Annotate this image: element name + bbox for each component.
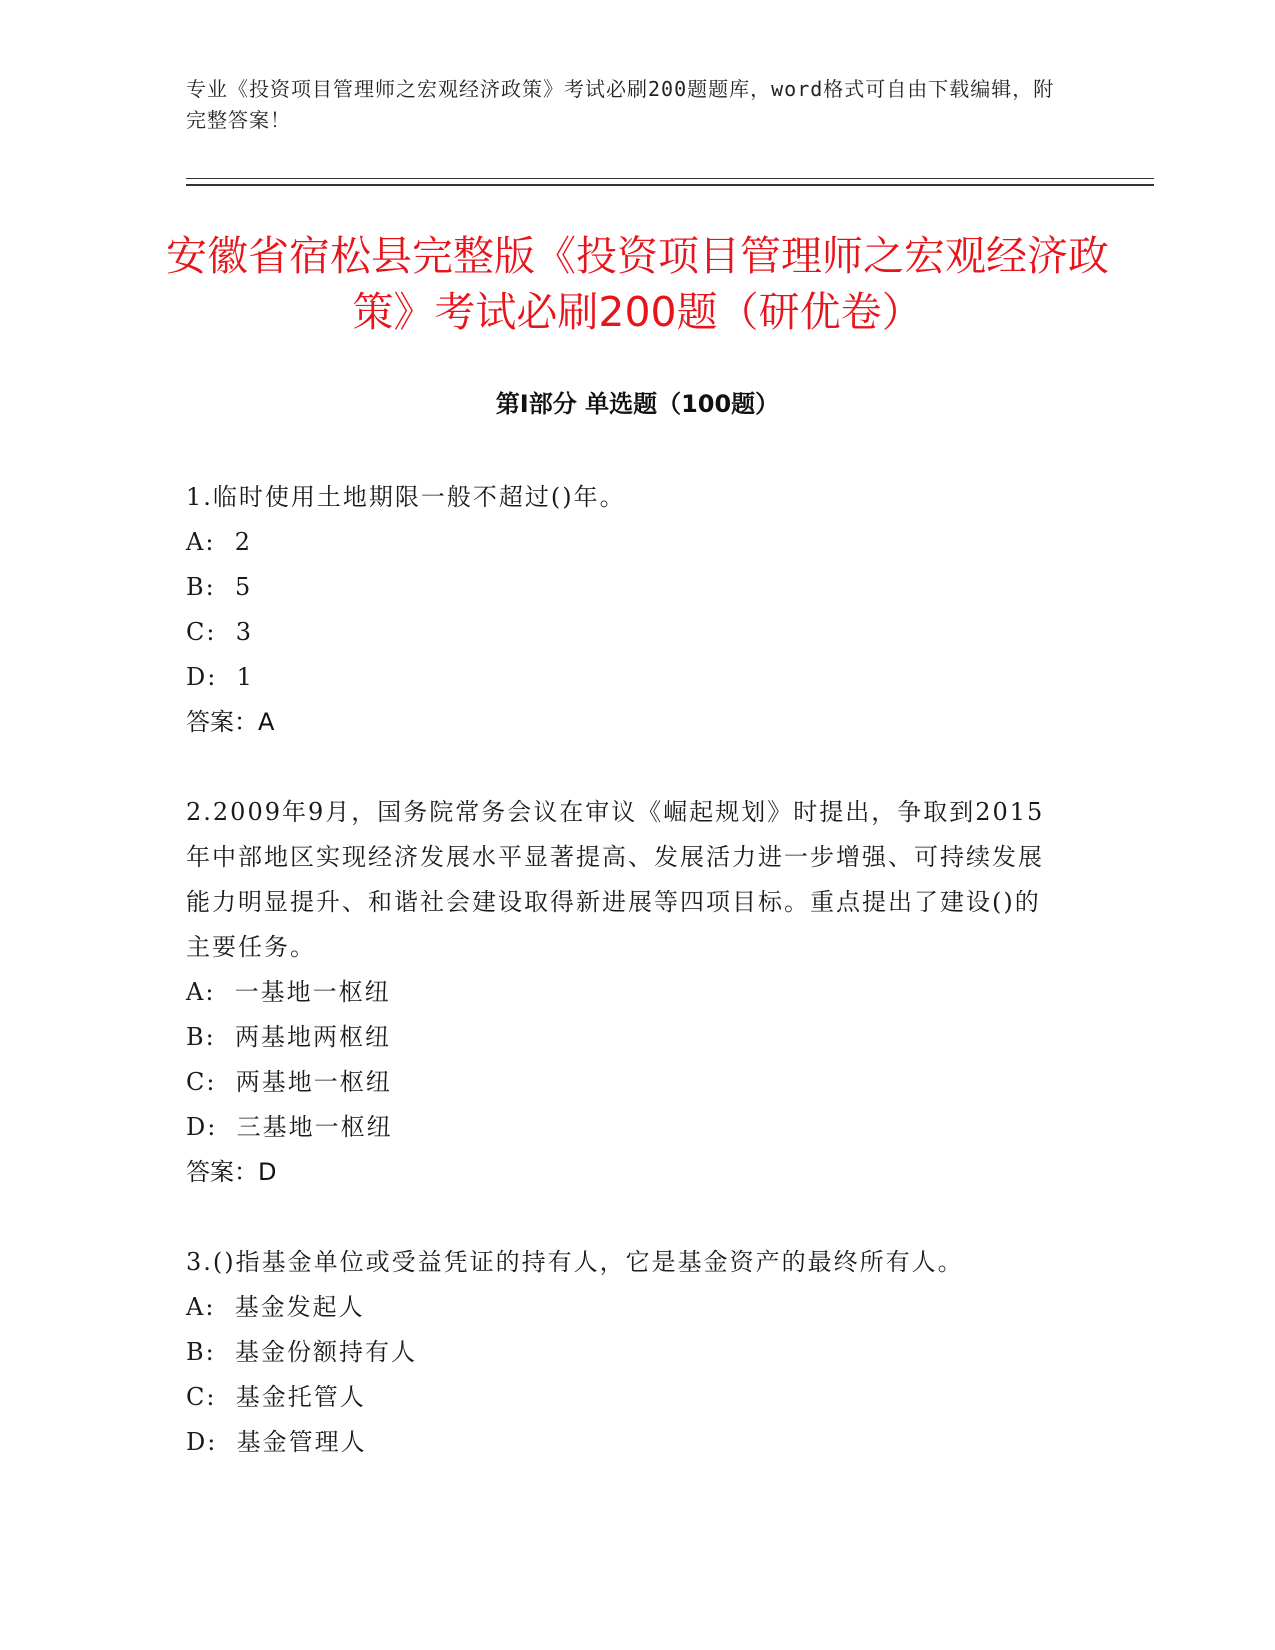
option-c: C: 基金托管人 (186, 1383, 366, 1411)
header-rule-thin (186, 178, 1154, 179)
option-label: A (186, 528, 206, 556)
question-item (186, 475, 1066, 745)
section-title: 第Ⅰ部分 单选题（100题） (495, 390, 780, 418)
question-item (186, 790, 1066, 1195)
question-answer: 答案：A (186, 708, 275, 736)
question-stem: 2.2009年9月，国务院常务会议在审议《崛起规划》时提出，争取到2015年中部地区实现经济发展水平显著提高、发展活力进一步增强、可持续发展能力明显提升、和谐社会建设取得新进展等四项目标。重点提出了建设()的主要任务。 (186, 798, 1045, 961)
option-label: C (186, 1383, 207, 1411)
question-item (186, 1240, 1066, 1465)
option-text: 一基地一枢纽 (234, 978, 391, 1006)
question-list (186, 475, 1066, 1510)
option-c: C: 3 (186, 618, 253, 646)
option-label: D (186, 1428, 208, 1456)
option-label: C (186, 618, 207, 646)
option-d: D: 基金管理人 (186, 1428, 367, 1456)
option-b: B: 5 (186, 573, 253, 601)
header-note: 专业《投资项目管理师之宏观经济政策》考试必刷200题题库，word格式可自由下载编辑，附完整答案！ (186, 77, 1055, 132)
question-stem: 1.临时使用土地期限一般不超过()年。 (186, 483, 626, 511)
option-text: 1 (236, 663, 254, 691)
option-b: B: 基金份额持有人 (186, 1338, 417, 1366)
option-b: B: 两基地两枢纽 (186, 1023, 391, 1051)
option-d: D: 三基地一枢纽 (186, 1113, 393, 1141)
option-label: B (186, 573, 206, 601)
option-label: A (186, 978, 206, 1006)
option-text: 两基地两枢纽 (234, 1023, 391, 1051)
option-text: 2 (234, 528, 252, 556)
option-text: 基金发起人 (234, 1293, 365, 1321)
option-text: 基金份额持有人 (234, 1338, 417, 1366)
option-label: A (186, 1293, 206, 1321)
document-title: 安徽省宿松县完整版《投资项目管理师之宏观经济政策》考试必刷200题（研优卷） (166, 232, 1109, 336)
option-label: D (186, 1113, 208, 1141)
option-text: 基金管理人 (236, 1428, 367, 1456)
option-text: 3 (235, 618, 253, 646)
question-answer: 答案：D (186, 1158, 277, 1186)
option-c: C: 两基地一枢纽 (186, 1068, 392, 1096)
option-text: 三基地一枢纽 (236, 1113, 393, 1141)
option-text: 基金托管人 (235, 1383, 366, 1411)
option-label: C (186, 1068, 207, 1096)
option-a: A: 基金发起人 (186, 1293, 365, 1321)
option-text: 两基地一枢纽 (235, 1068, 392, 1096)
header-rule-thick (186, 184, 1154, 186)
option-label: B (186, 1338, 206, 1366)
option-text: 5 (234, 573, 253, 601)
question-stem: 3.()指基金单位或受益凭证的持有人，它是基金资产的最终所有人。 (186, 1248, 964, 1276)
option-a: A: 一基地一枢纽 (186, 978, 391, 1006)
option-label: B (186, 1023, 206, 1051)
option-d: D: 1 (186, 663, 254, 691)
option-label: D (186, 663, 208, 691)
option-a: A: 2 (186, 528, 252, 556)
